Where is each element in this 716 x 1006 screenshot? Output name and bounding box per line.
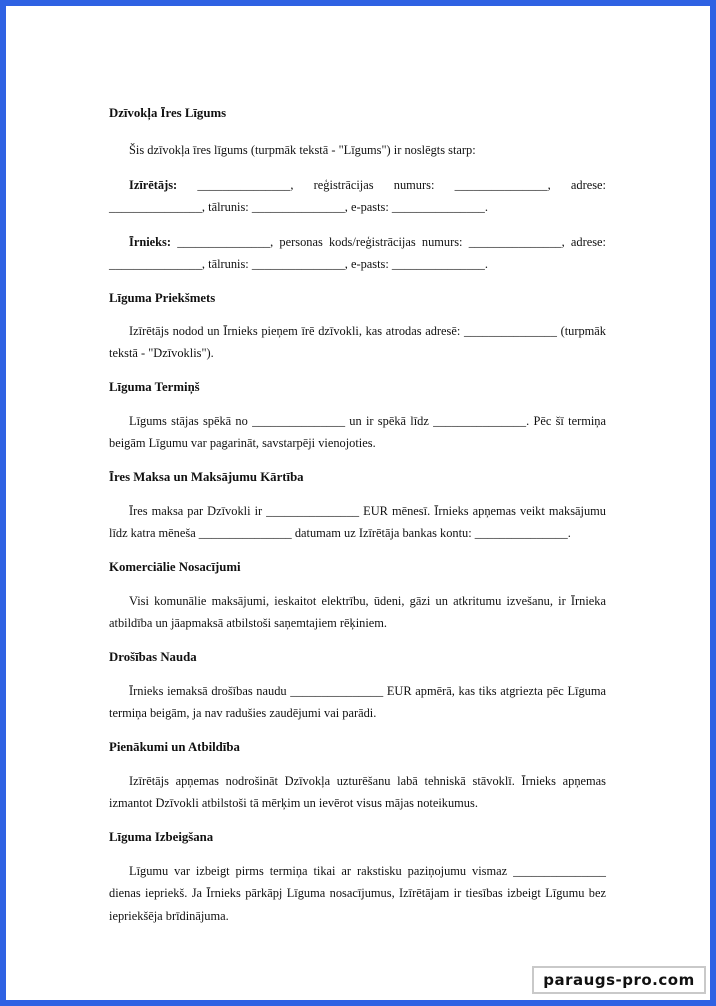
landlord-paragraph	[109, 174, 606, 219]
section-heading: Komerciālie Nosacījumi	[109, 559, 241, 574]
watermark-badge: paraugs-pro.com	[532, 966, 706, 994]
section-body: Līgums stājas spēkā no _______________ un ir spēkā līdz _______________. Pēc šī termiņa beigām Līgumu var pagarināt, savstarpēji vienojoties.	[109, 413, 606, 450]
section-body: Īres maksa par Dzīvokli ir _______________ EUR mēnesī. Īrnieks apņemas veikt maksājumu līdz katra mēneša _______________ datumam uz Izīrētāja bankas kontu: _______________.	[109, 503, 606, 540]
section-body: Izīrētājs nodod un Īrnieks pieņem īrē dzīvokli, kas atrodas adresē: _______________ (turpmāk tekstā - "Dzīvoklis").	[109, 323, 606, 360]
tenant-details: _______________, personas kods/reģistrācijas numurs: _______________, adrese: _______________, tālrunis: _______________, e-pasts: _______________.	[109, 234, 606, 271]
section-heading: Drošības Nauda	[109, 649, 197, 664]
landlord-details: _______________, reģistrācijas numurs: _______________, adrese: _______________, tālrunis: _______________, e-pasts: _______________.	[109, 177, 606, 214]
tenant-label: Īrnieks:	[129, 234, 171, 249]
section-heading: Īres Maksa un Maksājumu Kārtība	[109, 469, 304, 484]
section-body: Izīrētājs apņemas nodrošināt Dzīvokļa uzturēšanu labā tehniskā stāvoklī. Īrnieks apņemas izmantot Dzīvokli atbilstoši tā mērķim un ievērot visus mājas noteikumus.	[109, 773, 606, 810]
section-body: Īrnieks iemaksā drošības naudu _______________ EUR apmērā, kas tiks atgriezta pēc Līguma termiņa beigām, ja nav radušies zaudējumi vai parādi.	[109, 683, 606, 720]
document-page	[109, 103, 606, 927]
section-body: Līgumu var izbeigt pirms termiņa tikai ar rakstisku paziņojumu vismaz _______________ dienas iepriekš. Ja Īrnieks pārkāpj Līguma nosacījumus, Izīrētājam ir tiesības izbeigt Līgumu bez iepriekšēja brīdinājuma.	[109, 863, 606, 923]
section-body: Visi komunālie maksājumi, ieskaitot elektrību, ūdeni, gāzi un atkritumu izvešanu, ir Īrnieka atbildība un jāapmaksā atbilstoši saņemtajiem rēķiniem.	[109, 593, 606, 630]
section-heading: Līguma Izbeigšana	[109, 829, 214, 844]
section-heading: Līguma Priekšmets	[109, 290, 216, 305]
section-heading: Līguma Termiņš	[109, 379, 200, 394]
tenant-paragraph	[109, 231, 606, 276]
intro-paragraph: Šis dzīvokļa īres līgums (turpmāk tekstā - "Līgums") ir noslēgts starp:	[129, 143, 476, 157]
section-heading: Pienākumi un Atbildība	[109, 739, 240, 754]
document-title: Dzīvokļa Īres Līgums	[109, 106, 227, 120]
landlord-label: Izīrētājs:	[129, 177, 178, 192]
